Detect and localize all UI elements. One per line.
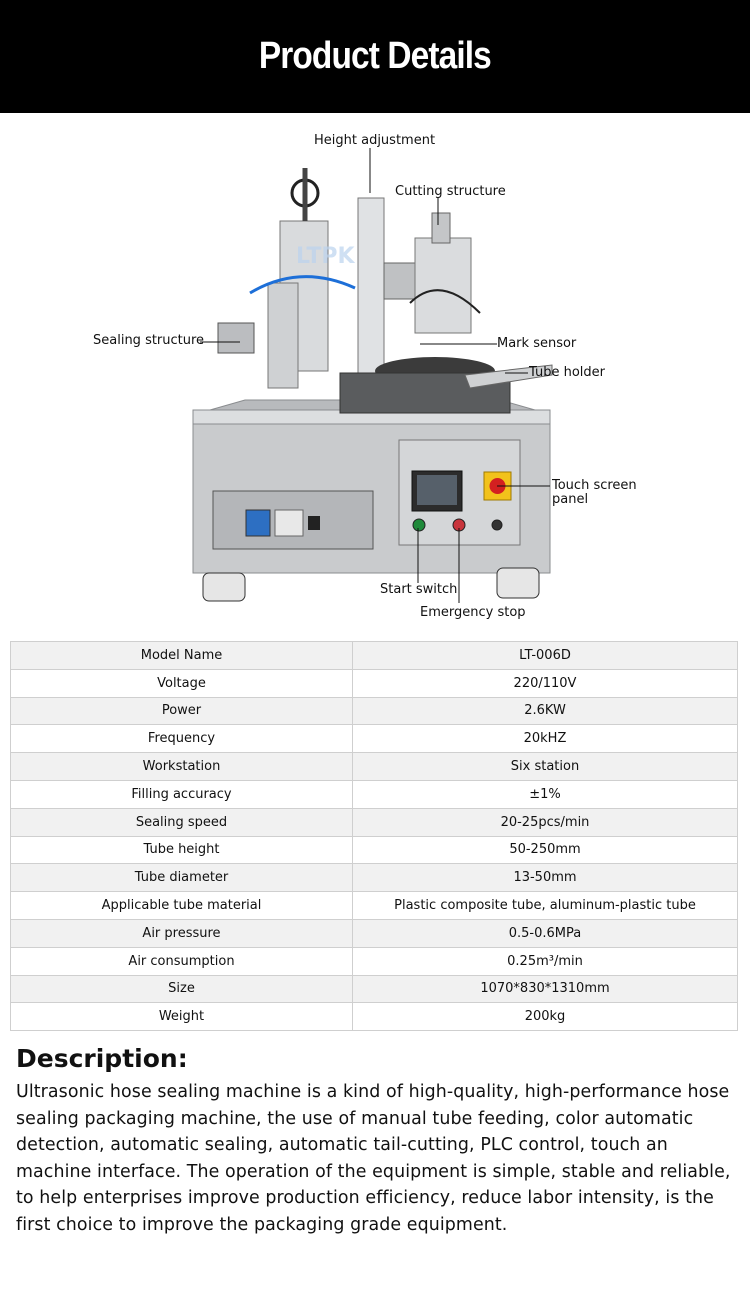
spec-value: Plastic composite tube, aluminum-plastic tube [353, 892, 738, 920]
spec-param: Power [11, 697, 353, 725]
spec-value: LT-006D [353, 642, 738, 670]
callout-emergency-stop: Emergency stop [420, 605, 526, 620]
spec-param: Model Name [11, 642, 353, 670]
machine-figure [0, 113, 750, 643]
table-row [11, 725, 738, 753]
table-row [11, 892, 738, 920]
table-row [11, 836, 738, 864]
table-row [11, 919, 738, 947]
page-title: Product Details [258, 35, 492, 77]
callout-cutting-structure: Cutting structure [395, 184, 506, 199]
spec-table [10, 641, 738, 1031]
spec-param: Applicable tube material [11, 892, 353, 920]
callout-height-adjustment: Height adjustment [314, 133, 436, 148]
spec-value: 2.6KW [353, 697, 738, 725]
callout-tube-holder: Tube holder [529, 365, 605, 380]
callout-touch-screen-line2: panel [552, 492, 589, 507]
spec-value: Six station [353, 753, 738, 781]
spec-param: Workstation [11, 753, 353, 781]
spec-value: 20kHZ [353, 725, 738, 753]
table-row [11, 753, 738, 781]
spec-param: Air pressure [11, 919, 353, 947]
table-row [11, 808, 738, 836]
table-row [11, 947, 738, 975]
spec-param: Size [11, 975, 353, 1003]
table-row [11, 669, 738, 697]
callout-mark-sensor: Mark sensor [497, 336, 577, 351]
callout-start-switch: Start switch [380, 582, 458, 597]
spec-value: 220/110V [353, 669, 738, 697]
spec-value: 1070*830*1310mm [353, 975, 738, 1003]
machine-illustration [0, 113, 750, 643]
table-row [11, 642, 738, 670]
watermark: LTPK [296, 244, 355, 269]
start-switch [413, 519, 425, 531]
spec-value: 200kg [353, 1003, 738, 1031]
spec-param: Tube diameter [11, 864, 353, 892]
spec-param: Frequency [11, 725, 353, 753]
description-title: Description: [16, 1044, 188, 1073]
description-body: Ultrasonic hose sealing machine is a kind of high-quality, high-performance hose sealing packaging machine, the use of manual tube feeding, color automatic detection, automatic sealing, automatic tail-cutting, PLC control, touch an machine interface. The operation of the equipment is simple, stable and reliable, to help enterprises improve production efficiency, reduce labor intensity, is the first choice to improve the packaging grade equipment. [16, 1082, 731, 1235]
spec-value: 0.5-0.6MPa [353, 919, 738, 947]
spec-value: 20-25pcs/min [353, 808, 738, 836]
spec-param: Tube height [11, 836, 353, 864]
table-row [11, 864, 738, 892]
callout-sealing-structure: Sealing structure [93, 333, 205, 348]
page-header [0, 0, 750, 113]
spec-param: Filling accuracy [11, 780, 353, 808]
spec-value: ±1% [353, 780, 738, 808]
callout-touch-screen-line1: Touch screen [552, 478, 637, 493]
spec-param: Voltage [11, 669, 353, 697]
controller-display [246, 510, 270, 536]
spec-param: Sealing speed [11, 808, 353, 836]
spec-param: Weight [11, 1003, 353, 1031]
spec-param: Air consumption [11, 947, 353, 975]
spec-value: 13-50mm [353, 864, 738, 892]
table-row [11, 780, 738, 808]
table-row [11, 1003, 738, 1031]
spec-value: 50-250mm [353, 836, 738, 864]
spec-value: 0.25m³/min [353, 947, 738, 975]
table-row [11, 697, 738, 725]
table-row [11, 975, 738, 1003]
